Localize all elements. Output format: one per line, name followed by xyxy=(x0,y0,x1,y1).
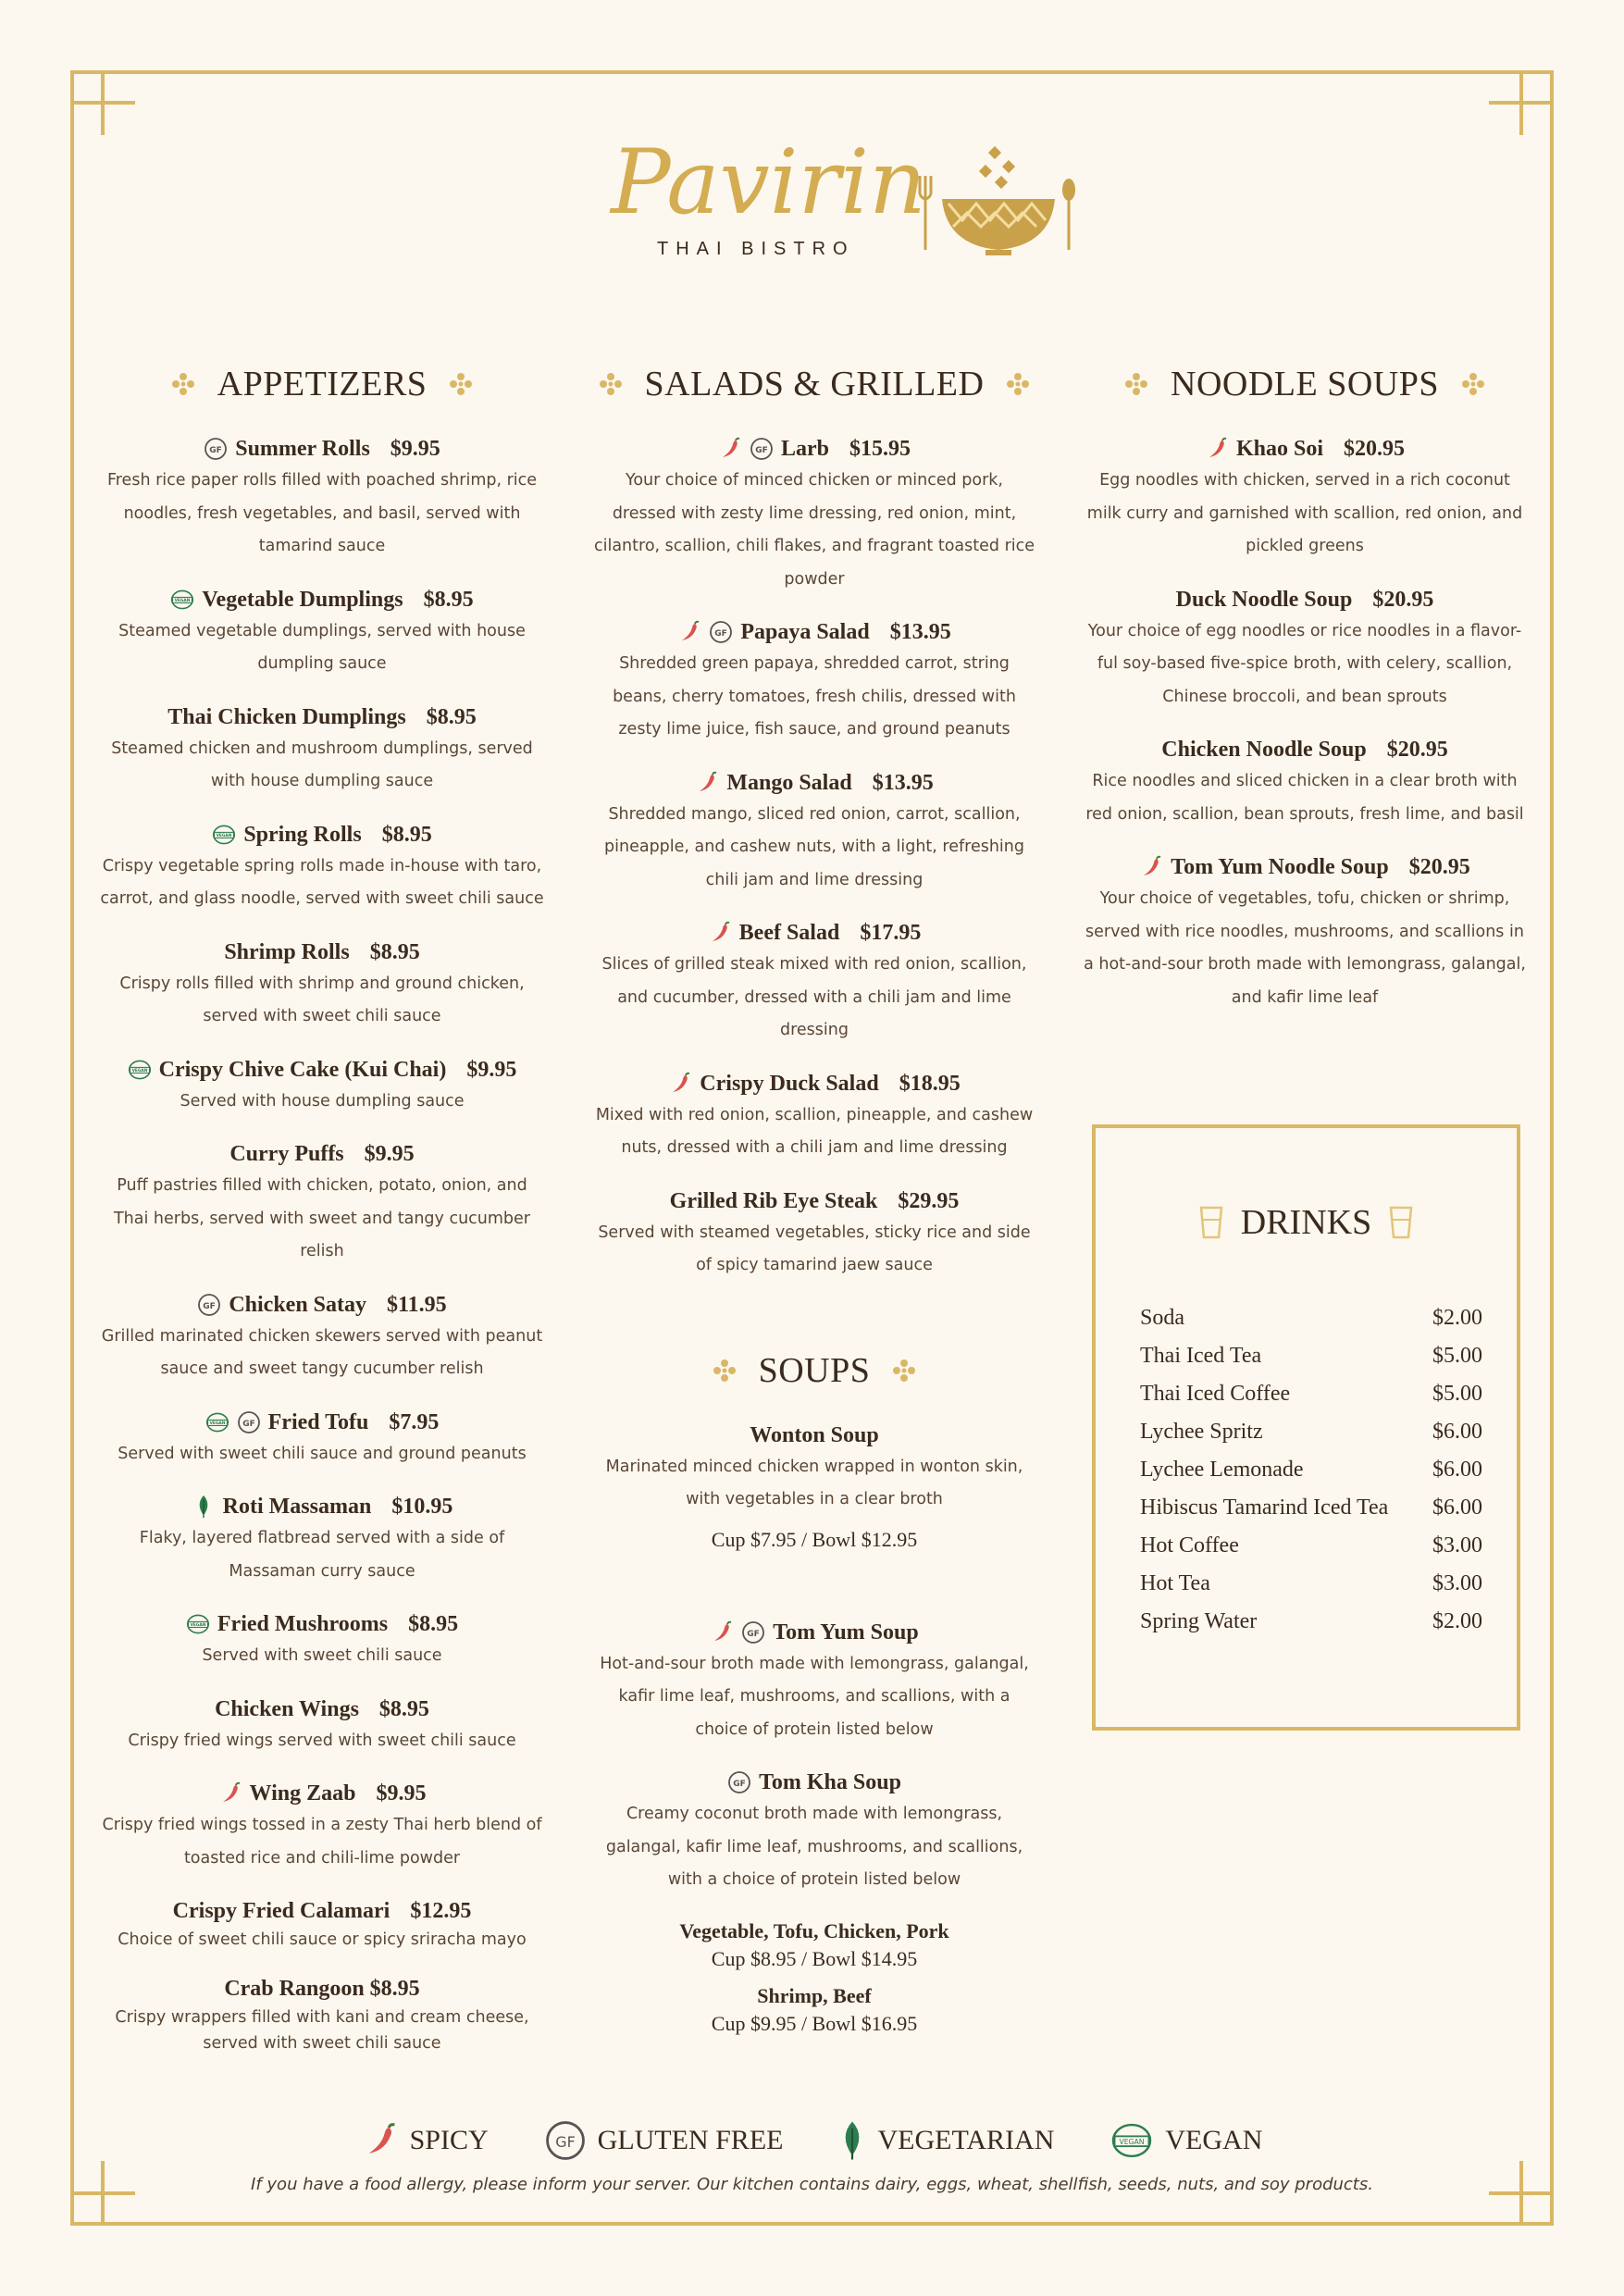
menu-item-price: $9.95 xyxy=(376,1781,427,1806)
menu-item-price: $10.95 xyxy=(391,1495,453,1519)
chili-pepper-icon xyxy=(218,1781,242,1806)
menu-item xyxy=(1083,433,1527,564)
soup-option-name: Vegetable, Tofu, Chicken, Pork xyxy=(679,1918,949,1942)
soups-section xyxy=(592,1347,1036,2036)
drink-price: $3.00 xyxy=(1432,1571,1482,1595)
chili-pepper-icon xyxy=(1139,855,1163,879)
flower-ornament-icon xyxy=(711,1357,738,1384)
menu-item-description: Slices of grilled steak mixed with red onion, scallion, and cucumber, dressed with a chili jam and lime dressing xyxy=(601,955,1027,1039)
menu-item-price: $20.95 xyxy=(1386,738,1448,762)
menu-item xyxy=(100,1895,544,1953)
menu-item xyxy=(100,1973,544,2056)
menu-item xyxy=(100,1491,544,1588)
menu-item xyxy=(592,1068,1036,1165)
flower-ornament-icon xyxy=(597,370,625,398)
soup-item-tomkha xyxy=(592,1767,1036,1897)
menu-item xyxy=(1083,851,1527,1014)
drink-price: $2.00 xyxy=(1432,1306,1482,1330)
menu-item-price: $8.95 xyxy=(369,939,420,964)
menu-item-name: Roti Massaman xyxy=(222,1495,372,1519)
drink-price: $6.00 xyxy=(1432,1496,1482,1520)
menu-item-price: $12.95 xyxy=(410,1899,472,1923)
menu-item-description: Served with sweet chili sauce and ground peanuts xyxy=(118,1444,527,1463)
noodles-heading xyxy=(1083,361,1527,407)
soup-option-2 xyxy=(592,1982,1036,2036)
menu-item xyxy=(100,1608,544,1673)
soup-description: Marinated minced chicken wrapped in wonton skin, with vegetables in a clear broth xyxy=(605,1457,1023,1508)
drink-name: Thai Iced Coffee xyxy=(1140,1382,1291,1406)
flower-ornament-icon xyxy=(447,370,475,398)
menu-item-name: Spring Rolls xyxy=(243,822,362,847)
menu-item-name: Wing Zaab xyxy=(249,1781,356,1806)
menu-item-price: $8.95 xyxy=(426,704,477,729)
menu-item-price: $13.95 xyxy=(872,770,934,795)
menu-item-price: $29.95 xyxy=(898,1188,960,1213)
menu-item-name: Vegetable Dumplings xyxy=(202,587,403,612)
menu-item-name: Mango Salad xyxy=(726,770,852,795)
drinks-list xyxy=(1140,1299,1482,1641)
drink-price: $5.00 xyxy=(1432,1344,1482,1368)
soup-price: Cup $7.95 / Bowl $12.95 xyxy=(711,1527,918,1551)
menu-item-name: Crispy Duck Salad xyxy=(700,1071,879,1096)
drink-price: $6.00 xyxy=(1432,1458,1482,1482)
menu-item-name: Chicken Satay xyxy=(229,1292,366,1317)
corner-ornament-top-left xyxy=(70,70,135,135)
soup-name: Tom Yum Soup xyxy=(773,1620,919,1644)
drink-name: Hibiscus Tamarind Iced Tea xyxy=(1140,1496,1389,1520)
drink-name: Spring Water xyxy=(1140,1609,1258,1633)
menu-item-name: Duck Noodle Soup xyxy=(1175,587,1353,612)
svg-text:GF: GF xyxy=(714,629,728,639)
dietary-legend xyxy=(0,2119,1624,2162)
menu-item-description: Egg noodles with chicken, served in a rich coconut milk curry and garnished with scallion, red onion, and pickled greens xyxy=(1086,471,1523,555)
menu-item-price: $20.95 xyxy=(1372,587,1434,612)
menu-item xyxy=(100,433,544,564)
appetizers-title: APPETIZERS xyxy=(217,365,428,403)
flower-ornament-icon xyxy=(1459,370,1487,398)
soup-option-price: Cup $9.95 / Bowl $16.95 xyxy=(711,2011,918,2035)
leaf-icon xyxy=(192,1495,216,1519)
menu-item-description: Crispy rolls filled with shrimp and ground chicken, served with sweet chili sauce xyxy=(119,974,525,1025)
appetizers-heading xyxy=(100,361,544,407)
svg-text:GF: GF xyxy=(242,1419,255,1429)
chili-pepper-icon xyxy=(362,2121,399,2160)
menu-item-description: Served with house dumpling sauce xyxy=(180,1091,465,1111)
soup-name: Tom Kha Soup xyxy=(759,1770,901,1794)
chili-pepper-icon xyxy=(1205,437,1229,461)
drink-row xyxy=(1140,1299,1482,1337)
drink-row xyxy=(1140,1527,1482,1565)
drink-name: Lychee Spritz xyxy=(1140,1420,1263,1444)
vegan-badge-icon xyxy=(186,1612,210,1636)
flower-ornament-icon xyxy=(890,1357,918,1384)
menu-item-name: Fried Tofu xyxy=(267,1409,369,1434)
menu-item-description: Your choice of vegetables, tofu, chicken or shrimp, served with rice noodles, mushrooms, and scallions in a hot-and-sour broth made with lemongrass, galangal, and kafir lime leaf xyxy=(1084,889,1526,1007)
menu-item-description: Your choice of minced chicken or minced pork, dressed with zesty lime dressing, red onion, mint, cilantro, scallion, chili flakes, and fragrant toasted rice powder xyxy=(593,471,1035,589)
gluten-free-icon xyxy=(709,620,733,644)
soups-heading xyxy=(592,1347,1036,1394)
menu-item xyxy=(592,767,1036,898)
salads-section xyxy=(592,361,1036,2036)
chili-pepper-icon xyxy=(718,437,742,461)
menu-item-price: $8.95 xyxy=(423,587,474,612)
chili-pepper-icon xyxy=(677,620,701,644)
menu-item-description: Served with sweet chili sauce xyxy=(202,1646,442,1665)
drink-row xyxy=(1140,1375,1482,1413)
svg-text:GF: GF xyxy=(755,446,768,455)
drinks-title: DRINKS xyxy=(1240,1203,1372,1242)
legend-spicy xyxy=(362,2119,489,2162)
legend-label: SPICY xyxy=(409,2125,489,2155)
legend-vegan xyxy=(1110,2119,1262,2162)
menu-item-name: Summer Rolls xyxy=(235,437,370,461)
menu-item xyxy=(100,584,544,681)
menu-item xyxy=(100,701,544,799)
noodles-list xyxy=(1083,433,1527,1014)
menu-item-price: $9.95 xyxy=(390,437,440,461)
svg-text:GF: GF xyxy=(209,446,222,455)
menu-item-price: $20.95 xyxy=(1408,855,1470,879)
menu-item-name: Tom Yum Noodle Soup xyxy=(1171,855,1389,879)
menu-item-price: $15.95 xyxy=(849,437,911,461)
bowl-icon xyxy=(920,146,1075,255)
svg-text:GF: GF xyxy=(203,1301,217,1311)
svg-text:VEGAN: VEGAN xyxy=(209,1421,226,1426)
drinks-heading xyxy=(1096,1202,1517,1243)
menu-item xyxy=(100,1054,544,1119)
menu-item-price: $8.95 xyxy=(408,1612,459,1636)
menu-item-name: Shrimp Rolls xyxy=(224,939,350,964)
chili-pepper-icon xyxy=(695,771,719,795)
gluten-free-icon xyxy=(727,1770,751,1794)
menu-item-name: Crab Rangoon $8.95 xyxy=(224,1977,420,2001)
svg-text:VEGAN: VEGAN xyxy=(190,1623,206,1629)
drink-price: $5.00 xyxy=(1432,1382,1482,1406)
drink-row xyxy=(1140,1489,1482,1527)
brand-tagline: THAI BISTRO xyxy=(657,239,855,259)
drink-name: Soda xyxy=(1140,1306,1184,1330)
vegan-badge-icon xyxy=(1110,2122,1154,2159)
noodles-title: NOODLE SOUPS xyxy=(1171,365,1439,403)
vegan-badge-icon xyxy=(205,1410,229,1434)
legend-vegetarian xyxy=(838,2119,1054,2162)
menu-item-price: $18.95 xyxy=(899,1071,961,1096)
drink-row xyxy=(1140,1565,1482,1603)
gluten-free-icon xyxy=(544,2119,587,2162)
menu-item-description: Your choice of egg noodles or rice noodles in a flavor-ful soy-based five-spice broth, with celery, scallion, Chinese broccoli, and bean sprouts xyxy=(1087,621,1522,706)
gluten-free-icon xyxy=(237,1410,261,1434)
brand-logo xyxy=(555,111,1092,278)
menu-item xyxy=(100,937,544,1034)
leaf-icon xyxy=(838,2120,866,2161)
legend-label: VEGAN xyxy=(1165,2125,1263,2155)
svg-text:VEGAN: VEGAN xyxy=(175,598,191,603)
menu-item-price: $8.95 xyxy=(378,1696,429,1721)
menu-item-price: $7.95 xyxy=(389,1409,440,1434)
menu-item-name: Chicken Noodle Soup xyxy=(1161,738,1367,762)
svg-text:GF: GF xyxy=(747,1629,761,1639)
menu-item-description: Served with steamed vegetables, sticky rice and side of spicy tamarind jaew sauce xyxy=(598,1222,1031,1274)
corner-ornament-top-right xyxy=(1489,70,1554,135)
menu-item xyxy=(592,433,1036,596)
menu-item-description: Fresh rice paper rolls filled with poached shrimp, rice noodles, fresh vegetables, and basil, served with tamarind sauce xyxy=(106,471,538,555)
menu-item xyxy=(592,616,1036,747)
vegan-badge-icon xyxy=(212,823,236,847)
menu-item-name: Crispy Chive Cake (Kui Chai) xyxy=(158,1057,447,1082)
menu-item-price: $17.95 xyxy=(860,921,922,945)
menu-item-name: Thai Chicken Dumplings xyxy=(167,704,406,729)
chili-pepper-icon xyxy=(668,1072,692,1096)
menu-item-name: Larb xyxy=(780,437,829,461)
svg-text:VEGAN: VEGAN xyxy=(1119,2137,1145,2146)
menu-item-description: Crispy fried wings served with sweet chili sauce xyxy=(128,1731,516,1750)
menu-item xyxy=(592,1185,1036,1283)
svg-text:GF: GF xyxy=(733,1780,746,1789)
soup-description: Hot-and-sour broth made with lemongrass, galangal, kafir lime leaf, mushrooms, and scallions, with a choice of protein listed below xyxy=(600,1654,1029,1739)
menu-item-description: Mixed with red onion, scallion, pineapple, and cashew nuts, dressed with a chili jam and lime dressing xyxy=(595,1105,1034,1157)
gluten-free-icon xyxy=(204,437,228,461)
salads-heading xyxy=(592,361,1036,407)
menu-item-price: $8.95 xyxy=(381,822,432,847)
menu-item-name: Crispy Fried Calamari xyxy=(172,1899,391,1923)
menu-item xyxy=(100,819,544,916)
menu-item xyxy=(1083,584,1527,714)
menu-item xyxy=(592,917,1036,1048)
chili-pepper-icon xyxy=(710,1620,734,1644)
noodles-section xyxy=(1083,361,1527,1035)
soup-option-name: Shrimp, Beef xyxy=(757,1983,872,2007)
drink-price: $3.00 xyxy=(1432,1533,1482,1558)
drink-row xyxy=(1140,1413,1482,1451)
menu-item-description: Flaky, layered flatbread served with a side of Massaman curry sauce xyxy=(139,1529,505,1581)
soup-item-tomyum xyxy=(592,1617,1036,1747)
menu-item xyxy=(100,1407,544,1471)
flower-ornament-icon xyxy=(169,370,197,398)
vegan-badge-icon xyxy=(128,1058,152,1082)
glass-icon xyxy=(1388,1205,1414,1240)
menu-item-price: $11.95 xyxy=(387,1292,447,1317)
soup-option-price: Cup $8.95 / Bowl $14.95 xyxy=(711,1946,918,1970)
menu-item xyxy=(1083,734,1527,831)
drink-name: Thai Iced Tea xyxy=(1140,1344,1262,1368)
legend-label: VEGETARIAN xyxy=(877,2125,1055,2155)
flower-ornament-icon xyxy=(1004,370,1032,398)
menu-item-name: Grilled Rib Eye Steak xyxy=(669,1188,878,1213)
menu-item-name: Fried Mushrooms xyxy=(217,1612,389,1636)
menu-item xyxy=(100,1138,544,1269)
drink-name: Lychee Lemonade xyxy=(1140,1458,1304,1482)
menu-item-description: Steamed vegetable dumplings, served with house dumpling sauce xyxy=(118,621,526,673)
menu-item-description: Shredded mango, sliced red onion, carrot, scallion, pineapple, and cashew nuts, with a light, refreshing chili jam and lime dressing xyxy=(604,804,1024,889)
flower-ornament-icon xyxy=(1122,370,1150,398)
svg-text:VEGAN: VEGAN xyxy=(131,1068,148,1074)
chili-pepper-icon xyxy=(708,921,732,945)
menu-item-description: Choice of sweet chili sauce or spicy sriracha mayo xyxy=(118,1930,527,1949)
menu-item-name: Papaya Salad xyxy=(740,620,870,644)
gluten-free-icon xyxy=(750,437,774,461)
vegan-badge-icon xyxy=(170,588,194,612)
appetizers-list xyxy=(100,433,544,2056)
soup-option-1 xyxy=(592,1917,1036,1971)
menu-item xyxy=(100,1694,544,1758)
salads-list xyxy=(592,433,1036,1283)
menu-item-description: Steamed chicken and mushroom dumplings, served with house dumpling sauce xyxy=(111,738,533,790)
legend-gluten-free xyxy=(544,2119,784,2162)
drink-price: $6.00 xyxy=(1432,1420,1482,1444)
salads-title: SALADS & GRILLED xyxy=(644,365,985,403)
menu-item-price: $13.95 xyxy=(889,620,951,644)
menu-item xyxy=(100,1778,544,1875)
drink-row xyxy=(1140,1451,1482,1489)
drinks-panel xyxy=(1092,1124,1520,1731)
menu-item-name: Curry Puffs xyxy=(229,1142,344,1166)
menu-item-name: Beef Salad xyxy=(738,921,840,945)
menu-item-description: Crispy fried wings tossed in a zesty Thai herb blend of toasted rice and chili-lime powder xyxy=(102,1816,542,1868)
gluten-free-icon xyxy=(741,1620,765,1644)
svg-text:GF: GF xyxy=(554,2133,576,2152)
menu-item-name: Khao Soi xyxy=(1235,437,1324,461)
brand-name: Pavirin xyxy=(611,130,926,234)
drink-name: Hot Coffee xyxy=(1140,1533,1239,1558)
appetizers-section xyxy=(100,361,544,2077)
drink-row xyxy=(1140,1603,1482,1641)
drink-row xyxy=(1140,1337,1482,1375)
allergy-notice: If you have a food allergy, please inform your server. Our kitchen contains dairy, eggs, wheat, shellfish, seeds, nuts, and soy products. xyxy=(251,2175,1373,2194)
menu-item-description: Grilled marinated chicken skewers served with peanut sauce and sweet tangy cucumber relish xyxy=(101,1326,543,1378)
drink-price: $2.00 xyxy=(1432,1609,1482,1633)
menu-item-description: Crispy vegetable spring rolls made in-house with taro, carrot, and glass noodle, served with sweet chili sauce xyxy=(100,856,544,908)
menu-item-description: Puff pastries filled with chicken, potato, onion, and Thai herbs, served with sweet and tangy cucumber relish xyxy=(113,1176,531,1260)
menu-item-description: Crispy wrappers filled with kani and cream cheese, served with sweet chili sauce xyxy=(115,2008,529,2053)
soup-name: Wonton Soup xyxy=(750,1422,879,1447)
menu-item-price: $20.95 xyxy=(1344,437,1406,461)
drink-name: Hot Tea xyxy=(1140,1571,1210,1595)
menu-item-price: $9.95 xyxy=(466,1057,517,1082)
gluten-free-icon xyxy=(197,1293,221,1317)
svg-text:VEGAN: VEGAN xyxy=(216,833,232,838)
menu-item-price: $9.95 xyxy=(364,1142,415,1166)
menu-item xyxy=(100,1289,544,1386)
menu-item-name: Chicken Wings xyxy=(215,1696,359,1721)
glass-icon xyxy=(1198,1205,1224,1240)
soups-title: SOUPS xyxy=(758,1350,871,1390)
legend-label: GLUTEN FREE xyxy=(597,2125,784,2155)
soup-description: Creamy coconut broth made with lemongrass, galangal, kafir lime leaf, mushrooms, and scallions, with a choice of protein listed below xyxy=(605,1805,1023,1889)
menu-item-description: Rice noodles and sliced chicken in a clear broth with red onion, scallion, bean sprouts, fresh lime, and basil xyxy=(1085,772,1524,824)
soup-item-wonton xyxy=(592,1420,1036,1552)
menu-item-description: Shredded green papaya, shredded carrot, string beans, cherry tomatoes, fresh chilis, dressed with zesty lime juice, fish sauce, and ground peanuts xyxy=(613,654,1016,738)
